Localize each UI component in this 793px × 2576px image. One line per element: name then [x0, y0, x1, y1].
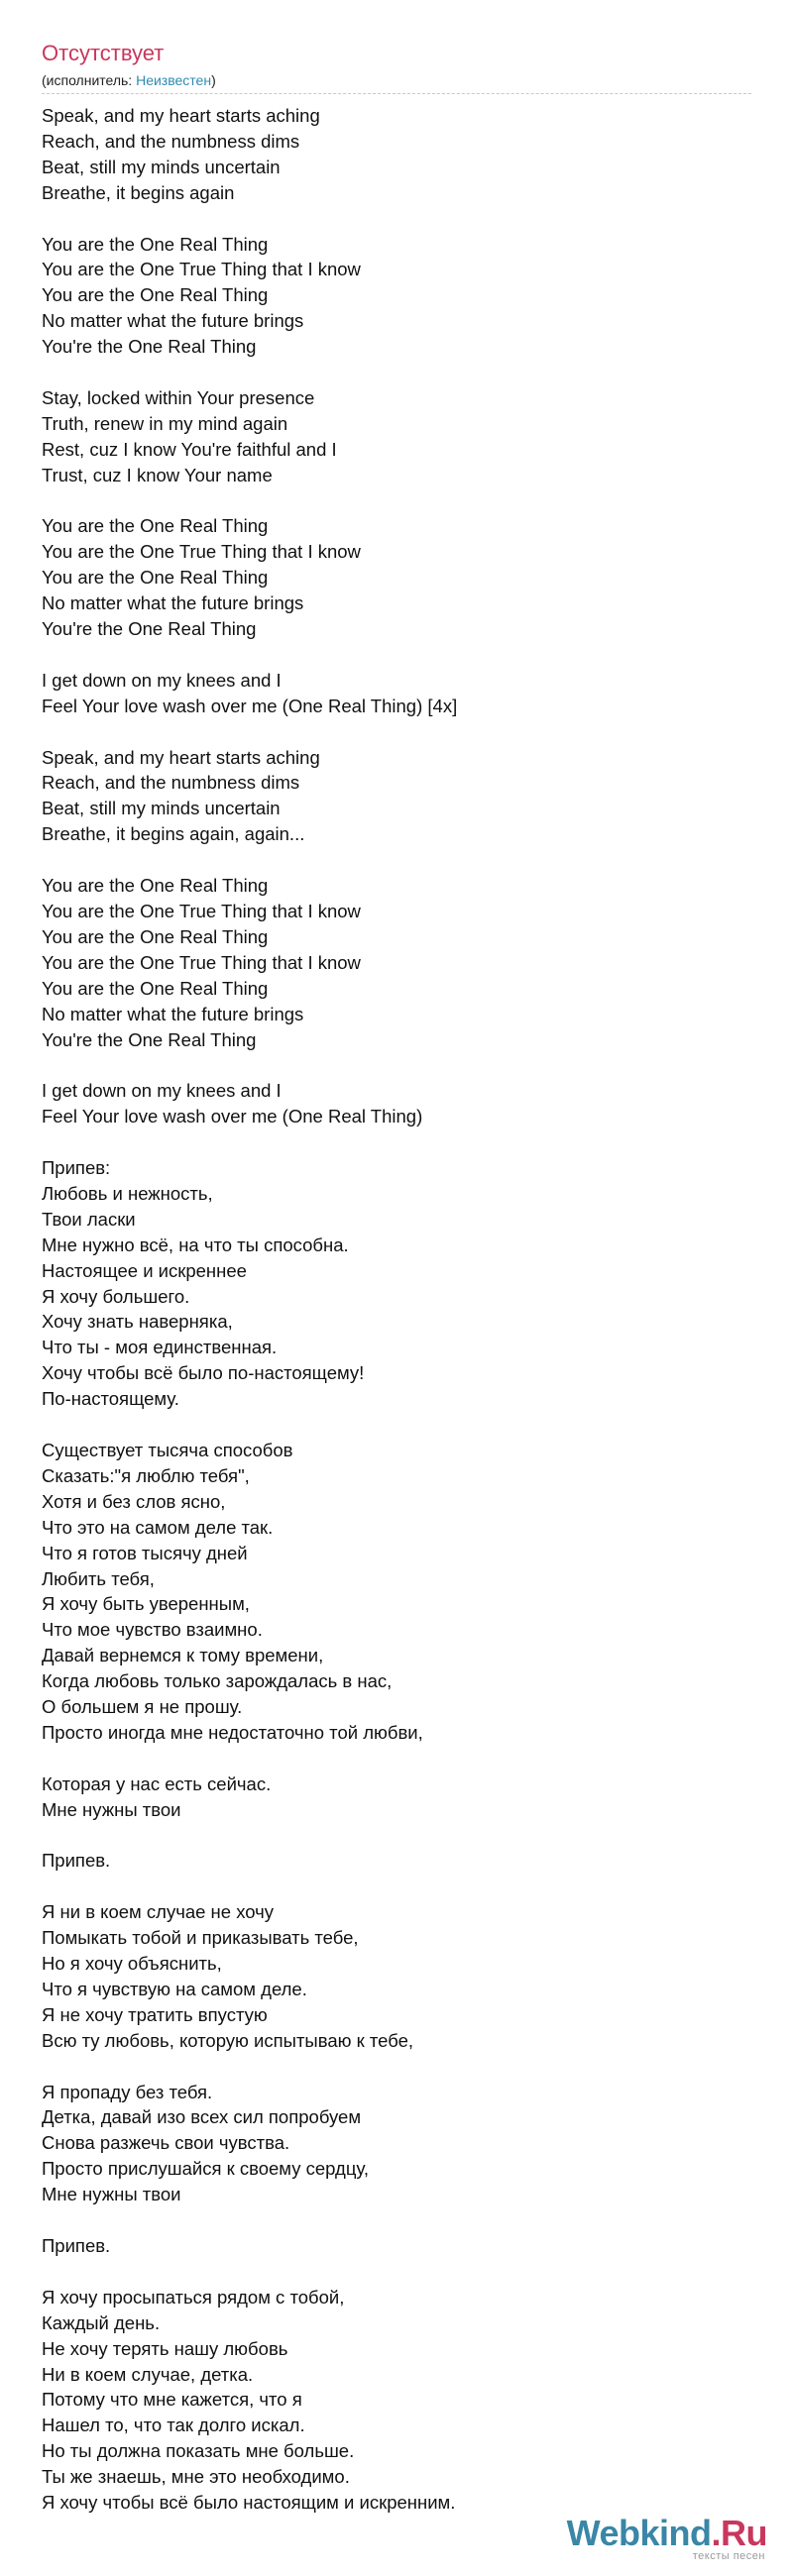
stanza-break [42, 847, 751, 873]
stanza-break [42, 488, 751, 514]
lyric-line: О большем я не прошу. [42, 1696, 243, 1718]
lyric-line: You are the One Real Thing [42, 875, 269, 897]
lyric-line: Когда любовь только зарождалась в нас, [42, 1670, 393, 1692]
lyric-line: Просто прислушайся к своему сердцу, [42, 2158, 369, 2180]
lyric-line: Хочу знать наверняка, [42, 1311, 233, 1333]
lyric-line: Мне нужно всё, на что ты способна. [42, 1234, 349, 1255]
lyric-line: Speak, and my heart starts aching [42, 746, 320, 768]
lyric-line: Что это на самом деле так. [42, 1516, 274, 1538]
lyric-line: You are the One True Thing that I know [42, 259, 361, 280]
lyric-line: Мне нужны твои [42, 1798, 181, 1820]
stanza-break [42, 1823, 751, 1849]
lyric-line: Снова разжечь свои чувства. [42, 2132, 290, 2154]
lyric-line: Любить тебя, [42, 1567, 155, 1589]
lyric-line: Я ни в коем случае не хочу [42, 1901, 275, 1923]
lyric-line: No matter what the future brings [42, 310, 304, 332]
lyric-line: Что я чувствую на самом деле. [42, 1978, 307, 1999]
lyric-line: You are the One Real Thing [42, 567, 269, 589]
lyric-line: You are the One Real Thing [42, 515, 269, 537]
lyric-line: Которая у нас есть сейчас. [42, 1772, 272, 1794]
lyric-line: You are the One True Thing that I know [42, 951, 361, 973]
lyric-line: Ты же знаешь, мне это необходимо. [42, 2466, 350, 2488]
lyric-line: Припев: [42, 1157, 111, 1179]
lyrics-text [42, 103, 751, 2516]
lyric-line: You are the One Real Thing [42, 284, 269, 306]
lyric-line: Что мое чувство взаимно. [42, 1619, 263, 1641]
lyric-line: You're the One Real Thing [42, 1028, 257, 1050]
stanza-break [42, 1052, 751, 1078]
lyric-line: You are the One Real Thing [42, 977, 269, 999]
lyric-line: Хочу чтобы всё было по-настоящему! [42, 1362, 365, 1384]
lyric-line: No matter what the future brings [42, 1003, 304, 1024]
lyric-line: Я не хочу тратить впустую [42, 2003, 268, 2025]
lyric-line: Я хочу просыпаться рядом с тобой, [42, 2286, 345, 2308]
header-divider [42, 93, 751, 94]
lyric-line: Breathe, it begins again, again... [42, 823, 305, 845]
lyric-line: Сказать:"я люблю тебя", [42, 1464, 250, 1486]
lyric-line: Детка, давай изо всех сил попробуем [42, 2106, 362, 2128]
lyric-line: Потому что мне кажется, что я [42, 2389, 302, 2411]
lyric-line: Давай вернемся к тому времени, [42, 1645, 324, 1666]
song-title: Отсутствует [42, 41, 165, 65]
lyric-line: Я пропаду без тебя. [42, 2081, 213, 2102]
lyric-line: Настоящее и искреннее [42, 1259, 247, 1281]
lyric-line: Твои ласки [42, 1208, 136, 1230]
lyric-line: Существует тысяча способов [42, 1439, 293, 1460]
lyric-line: Не хочу терять нашу любовь [42, 2337, 288, 2359]
lyric-line: Мне нужны твои [42, 2184, 181, 2205]
lyric-line: Feel Your love wash over me (One Real Thing) [4x] [42, 695, 458, 716]
lyric-line: You are the One True Thing that I know [42, 901, 361, 921]
stanza-break [42, 1129, 751, 1155]
lyric-line: Я хочу быть уверенным, [42, 1593, 250, 1615]
lyric-line: Reach, and the numbness dims [42, 130, 300, 152]
performer-line [42, 71, 216, 89]
site-tagline: тексты песен [692, 2550, 765, 2562]
lyric-line: Помыкать тобой и приказывать тебе, [42, 1927, 359, 1949]
stanza-break [42, 2207, 751, 2233]
site-logo-name: Webkind [566, 2513, 712, 2553]
lyric-line: Каждый день. [42, 2311, 161, 2333]
lyric-line: Просто иногда мне недостаточно той любви, [42, 1721, 423, 1743]
lyric-line: You're the One Real Thing [42, 336, 257, 358]
lyric-line: Я хочу большего. [42, 1285, 190, 1307]
lyric-line: Что я готов тысячу дней [42, 1542, 248, 1563]
lyric-line: Trust, cuz I know Your name [42, 464, 273, 485]
lyric-line: Что ты - моя единственная. [42, 1337, 278, 1358]
stanza-break [42, 2054, 751, 2080]
lyric-line: You are the One Real Thing [42, 925, 269, 947]
lyric-line: You're the One Real Thing [42, 618, 257, 640]
lyric-line: Любовь и нежность, [42, 1182, 213, 1204]
lyric-line: Всю ту любовь, которую испытываю к тебе, [42, 2029, 414, 2051]
site-logo[interactable] [567, 2514, 767, 2553]
lyric-line: Припев. [42, 1850, 111, 1872]
lyric-line: No matter what the future brings [42, 592, 304, 614]
lyric-line: Припев. [42, 2235, 111, 2256]
lyric-line: You are the One Real Thing [42, 233, 269, 255]
lyric-line: Но я хочу объяснить, [42, 1953, 222, 1975]
lyric-line: Ни в коем случае, детка. [42, 2363, 254, 2385]
performer-link[interactable]: Неизвестен [136, 72, 212, 88]
stanza-break [42, 642, 751, 668]
lyric-line: You are the One True Thing that I know [42, 541, 361, 563]
performer-prefix: (исполнитель: [42, 72, 137, 88]
lyric-line: I get down on my knees and I [42, 669, 282, 691]
lyric-line: Хотя и без слов ясно, [42, 1490, 226, 1512]
lyric-line: Rest, cuz I know You're faithful and I [42, 438, 337, 460]
lyric-line: Нашел то, что так долго искал. [42, 2415, 305, 2436]
stanza-break [42, 1412, 751, 1438]
lyric-line: Breathe, it begins again [42, 181, 235, 203]
stanza-break [42, 1746, 751, 1771]
lyric-line: Beat, still my minds uncertain [42, 156, 281, 177]
lyric-line: Beat, still my minds uncertain [42, 798, 281, 819]
lyric-line: Stay, locked within Your presence [42, 386, 315, 408]
stanza-break [42, 2259, 751, 2285]
stanza-break [42, 360, 751, 385]
stanza-break [42, 719, 751, 745]
lyric-line: Speak, and my heart starts aching [42, 105, 320, 126]
lyric-line: I get down on my knees and I [42, 1080, 282, 1102]
performer-suffix: ) [211, 72, 216, 88]
site-logo-tld: .Ru [711, 2513, 767, 2553]
lyric-line: Но ты должна показать мне больше. [42, 2440, 355, 2462]
lyric-line: Я хочу чтобы всё было настоящим и искренним. [42, 2492, 456, 2514]
lyric-line: По-настоящему. [42, 1388, 179, 1410]
stanza-break [42, 206, 751, 232]
lyric-line: Feel Your love wash over me (One Real Thing) [42, 1106, 423, 1127]
lyric-line: Truth, renew in my mind again [42, 412, 288, 434]
stanza-break [42, 1874, 751, 1899]
lyric-line: Reach, and the numbness dims [42, 772, 300, 794]
